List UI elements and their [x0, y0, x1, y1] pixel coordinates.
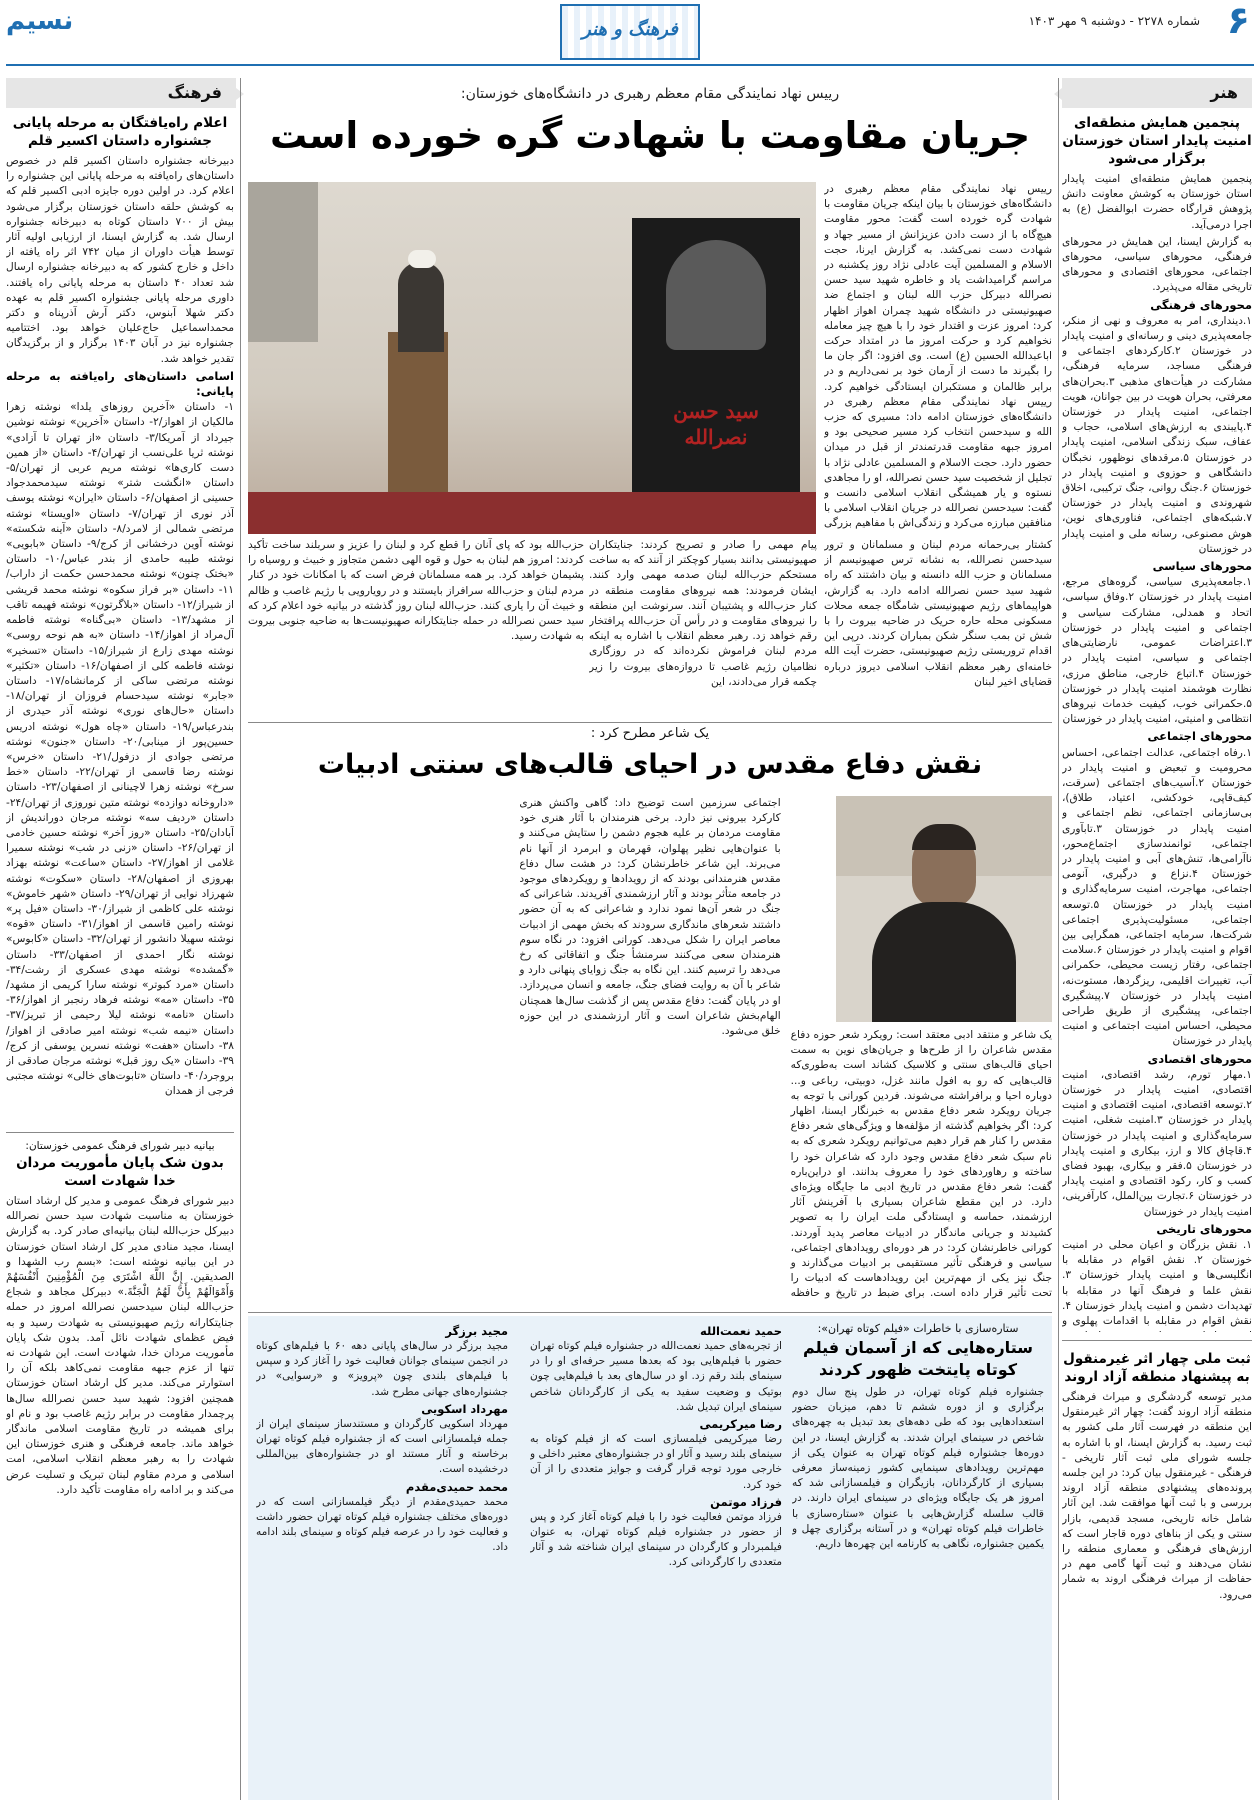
section-text-social: ۱.رفاه اجتماعی، عدالت اجتماعی، احساس محرومیت و تبعیض و امنیت پایدار در خوزستان ۲.آسیب‌های اجتماعی (سرقت، کیف‌قاپی، خودکشی، اعتیاد، طلاق)، بی‌سازمانی اجتماعی، نظم اجتماعی و امنیت پایدار در خوزستان ۳.تابآوری اجتماعی، توانمندسازی اجتماع‌محور، ناآرامی‌ها، تنش‌های آبی و امنیت پایدار در خوزستان ۴.نزاع و درگیری، آنومی اجتماعی، مهاجرت، امنیت سرمایه‌گذاری و امنیت پایدار در خوزستان ۵.توسعه اجتماعی، مسئولیت‌پذیری اجتماعی شرکت‌ها، سرمایه اجتماعی، همگرایی بین اقوام و امنیت پایدار در خوزستان ۶.سلامت اجتماعی، رفتار زیست محیطی، حکمرانی آب، تغییرات اقلیمی، ریزگردها، مستوت‌نه، امنیت پایدار در خوزستان ۷.پیشگیری اجتماعی، پیشگیری از طریق طراحی محیطی، احساس امنیت اجتماعی و امنیت پایدار در خوزستان	[1062, 746, 1252, 1048]
right-column-label: هنر	[1062, 78, 1252, 108]
main-body-top: رییس نهاد نمایندگی مقام معظم رهبری در دانشگاه‌های خوزستان با بیان اینکه جریان مقاومت با شهادت گره خورده است گفت: محور مقاومت هیچ‌گاه با از دست دادن عزیزانش از مسیر جهاد و شهادت دست نمی‌کشد. به گزارش ایرنا، حجت الاسلام و المسلمین آیت عادلی نژاد روز یکشنبه در مراسم گرامیداشت یاد و خاطره شهید سید حسن نصرالله دبیرکل حزب الله لبنان و اجتماع ضد صهیونیستی در دانشگاه شهید چمران اهواز اظهار کرد: امروز عزت و اقتدار خود را با هیچ چیز معامله نخواهیم کرد و حرکت امروز ما در امتداد حرکت اباعبدالله الحسین (ع) است. وی افزود: اگر جان ما را بگیرند ما دست از آرمان خود بر نمی‌داریم و در برابر ظالمان و مستکبران ایستادگی خواهیم کرد. رییس نهاد نمایندگی مقام معظم رهبری در دانشگاه‌های خوزستان ادامه داد: مسیری که حزب الله و سیدحسن انتخاب کرد مسیر صحیحی بود و امروز جبهه مقاومت قدرتمندتر از قبل در میدان حضور دارد. حجت الاسلام و المسلمین عادلی نژاد با تجلیل از شخصیت سید حسن نصرالله، او را مجاهدی نستوه و یار همیشگی انقلاب اسلامی دانست و گفت: سیدحسن نصرالله در جریان انقلاب اسلامی با منافقین مبارزه می‌کرد و زندگی‌اش با مفاهیم بزرگی	[824, 183, 1052, 530]
film-person-text-6: محمد حمیدی‌مقدم از دیگر فیلمسازانی است که در دوره‌های مختلف جشنواره فیلم کوتاه تهران حضور داشت و فعالیت خود را در عرصه فیلم کوتاه و سینمای بلند ادامه داد.	[256, 1495, 508, 1554]
section-title-historical: محورهای تاریخی	[1156, 1221, 1252, 1236]
speaker-turban	[408, 250, 436, 268]
right-story2-text: مدیر توسعه گردشگری و میراث فرهنگی منطقه آزاد اروند گفت: چهار اثر غیرمنقول این منطقه در فهرست آثار ملی کشور به ثبت رسید. به گزارش ایسنا، او با اشاره به جلسه شورای ملی ثبت آثار تاریخی - فرهنگی - غیرمنقول بیان کرد: در این جلسه پرونده‌های پیشنهادی منطقه آزاد اروند بررسی و با ثبت آنها موافقت شد. این آثار شامل خانه تاریخی، مسجد قدیمی، بازار سنتی و یکی از بناهای دوره قاجار است که ارزش‌های فرهنگی و معماری منطقه را نشان می‌دهند و ثبت آنها گامی مهم در حفاظت از میراث فرهنگی اروند به شمار می‌رود.	[1062, 1391, 1252, 1601]
second-body-wrap	[248, 796, 1052, 1308]
film-person-text-2: رضا میرکریمی فیلمسازی است که از فیلم کوتاه به سینمای بلند رسید و آثار او در جشنواره‌های معتبر داخلی و خارجی مورد توجه قرار گرفت و جوایز متعددی را از آن خود کرد.	[530, 1433, 782, 1491]
film-person-text-4: مجید برزگر در سال‌های پایانی دهه ۶۰ با فیلم‌های کوتاه در انجمن سینمای جوانان فعالیت خود را آغاز کرد و سپس با فیلم‌های بلندی چون «پرویز» و «رسوایی» در جشنواره‌های جهانی مطرح شد.	[256, 1340, 508, 1398]
left-story1-text: دبیرخانه جشنواره داستان اکسیر قلم در خصوص داستان‌های راه‌یافته به مرحله پایانی این جشنواره را اعلام کرد. در اولین دوره جایزه ادبی اکسیر قلم که به کوشش حلقه داستان خوزستان برگزار می‌شود بیش از ۷۰۰ داستان کوتاه به دبیرخانه جشنواره ارسال شد. به گزارش ایسنا، از ارزیابی اولیه آثار توسط هیأت داوران از میان ۷۴۲ اثر راه یافته از داخل و خارج کشور که به دبیرخانه جشنواره ارسال شد تعداد ۴۰ داستان به مرحله پایانی راه یافتند. داوری مرحله پایانی جشنواره اکسیر قلم به عهده دکتر شهلا آبنوس، دکتر آرش آذرپناه و دکتر محمداسماعیل حاج‌علیان خواهد بود. اختتامیه جشنواره نیز در آبان ۱۴۰۳ برگزار و از برگزیدگان تقدیر خواهد شد.	[6, 155, 234, 365]
lectern	[388, 332, 448, 512]
film-box	[248, 1316, 1052, 1800]
film-kicker: ستاره‌سازی با خاطرات «فیلم کوتاه تهران»:	[817, 1322, 1019, 1335]
section-text-cultural: ۱.دینداری، امر به معروف و نهی از منکر، جامعه‌پذیری دینی و رسانه‌ای و امنیت پایدار در خوزستان ۲.کارکردهای اجتماعی و فرهنگی مساجد، سرمایه فرهنگی، مشارکت در هیأت‌های مذهبی ۳.بحران‌های معرفتی، بحران هویت در بین جوانان، هویت اجتماعی، امنیت پایدار در خوزستان ۴.پایبندی به ارزش‌های اسلامی، حجاب و عفاف، سبک زندگی اسلامی، امنیت پایدار در خوزستان ۵.مرقدهای نوظهور، نخبگان دانشگاهی و حوزوی و امنیت پایدار در خوزستان ۶.جنگ روانی، جنگ ترکیبی، اخلاق شهروندی و امنیت پایدار در خوزستان ۷.شبکه‌های اجتماعی، فناوری‌های نوین، هوش مصنوعی، رسانه ملی و امنیت پایدار در خوزستان	[1062, 314, 1252, 555]
second-body	[248, 796, 1052, 1308]
right-story1-intro: به گزارش ایسنا، این همایش در محورهای فرهنگی، محورهای سیاسی، محورهای اجتماعی، محورهای اقتصادی و محورهای تاریخی مقاله می‌پذیرد.	[1062, 235, 1252, 294]
film-person-name-2: رضا میرکریمی	[699, 1417, 782, 1432]
left-story1-list: ۱- داستان «آخرین روزهای یلدا» نوشته زهرا مالکیان از اهواز/۲- داستان «آخرین» نوشته نوشین جیرداد از آمریکا/۳- داستان «از تهران تا آزادی» نوشته ثریا علی‌نسب از تهران/۴- داستان «از همین دست کاری‌ها» نوشته مریم عربی از تهران/۵- داستان «انگشت شتر» نوشته سیدمحمدجواد حسینی از اصفهان/۶- داستان «ایران» نوشته یوسف آذر نوری از تهران/۷- داستان «اویستا» نوشته مرتضی شمالی از لامرد/۸- داستان «آینه شکسته» نوشته آوین درخشانی از کرج/۹- داستان «بابویی» نوشته طیبه حامدی از بندر عباس/۱۰- داستان «بختک چنون» نوشته محمدحسن حکمت از داراب/۱۱- داستان «بر فراز سکوه» نوشته محمد قریشی از شیراز/۱۲- داستان «بلاگرتون» نوشته فهیمه تاقب از مشهد/۱۳- داستان «بی‌گناه» نوشته فاطمه آل‌مراد از اهواز/۱۴- داستان «به هم نوحه روسی» نوشته مهدی زارع از شیراز/۱۵- داستان «تسخیر» نوشته فاطمه کلی از اصفهان/۱۶- داستان «تکثیر» نوشته مرتضی ساکی از کرمانشاه/۱۷- داستان «جابر» نوشته سیدحسام فروزان از تهران/۱۸- داستان «حال‌های نوری» نوشته آذر حیدری از بندرعباس/۱۹- داستان «چاه هول» نوشته ادریس حسین‌پور از مینابی/۲۰- داستان «جنون» نوشته مرتضی جوادی از دزفول/۲۱- داستان «خرس» نوشته رضا قاسمی از تهران/۲۲- داستان «خط سرخ» نوشته زهرا لاچینانی از اصفهان/۲۳- داستان «داروخانه دوازده» نوشته متین نوروزی از تهران/۲۴- داستان «ردیف سه» نوشته مرجان دوراندیش از آبادان/۲۵- داستان «روز آخر» نوشته حسین خادمی از تهران/۲۶- داستان «زنی در شب» نوشته سمیرا غلامی از اهواز/۲۷- داستان «ساعت» نوشته بهزاد بهروزی از اصفهان/۲۸- داستان «سکوت» نوشته شهرزاد نوایی از تهران/۲۹- داستان «شهر خاموش» نوشته علی کاظمی از شیراز/۳۰- داستان «فیل پر» نوشته رامین قاسمی از اهواز/۳۱- داستان «قوه» نوشته سهیلا دانشور از تهران/۳۲- داستان «کابوس» نوشته نگار احمدی از اصفهان/۳۳- داستان «گمشده» نوشته مهدی عسکری از رشت/۳۴- داستان «مرد کبوتر» نوشته سارا کریمی از مشهد/۳۵- داستان «مه» نوشته فرهاد رنجبر از اهواز/۳۶- داستان «نامه» نوشته لیلا رحیمی از تبریز/۳۷- داستان «نیمه شب» نوشته امیر صادقی از اهواز/۳۸- داستان «هفت» نوشته نسرین یوسفی از کرج/۳۹- داستان «یک روز قبل» نوشته مرجان صادقی از بروجرد/۴۰- داستان «تابوت‌های خالی» نوشته مجتبی فرجی از همدان	[6, 401, 234, 1098]
left-story2-headline: بدون شک پایان مأموریت مردان خدا شهادت است	[16, 1155, 224, 1189]
main-story-divider	[248, 722, 1052, 723]
section-logo	[560, 4, 700, 60]
right-column-rule	[1058, 78, 1059, 1800]
film-headline: ستاره‌هایی که از آسمان فیلم کوتاه پایتخت ظهور کردند	[803, 1338, 1033, 1379]
speaker-figure	[398, 262, 444, 352]
film-intro: جشنواره فیلم کوتاه تهران، در طول پنج سال دوم برگزاری و از دوره ششم تا دهم، میزبان حضور استعدادهایی بود که طی دهه‌های بعد تبدیل به چهره‌های شاخص در سینمای ایران شدند. به گزارش ایسنا، در این دوره‌ها جشنواره فیلم کوتاه تهران به عنوان یکی از مهم‌ترین رویدادهای سینمایی کشور زمینه‌ساز معرفی بسیاری از کارگردانان، بازیگران و فیلمسازانی شد که امروز هر یک جایگاه ویژه‌ای در سینمای ایران دارند. در قالب سلسله گزارش‌هایی با عنوان «ستاره‌سازی با خاطرات فیلم کوتاه تهران» و در آستانه برگزاری چهل و یکمین جشنواره، نگاهی به کارنامه این چهره‌ها داریم.	[792, 1386, 1044, 1551]
main-kicker: رییس نهاد نمایندگی مقام معظم رهبری در دانشگاه‌های خوزستان:	[460, 86, 840, 102]
film-person-name-3: فرزاد موتمن	[710, 1494, 782, 1509]
right-story2-headline: ثبت ملی چهار اثر غیرمنقول به پیشنهاد منطقه آزاد اروند	[1063, 1351, 1251, 1385]
left-story1-list-title: اسامی داستان‌های راه‌یافته به مرحله پایانی:	[6, 368, 234, 399]
main-body-col2: پیام مهمی را صادر و تصریح کردند: جنایتکاران صهیونیستی بدانند بسیار کوچکتر از آنند که به ساخت مستحکم حزب‌الله لبنان صدمه مهمی وارد کنند. ایشان فرمودند: همه نیروهای مقاومت منطقه در کنار حزب‌الله و پشتیبان آنند. سرنوشت این منطقه را نیروهای مقاومت و در رأس آن حزب‌الله پرافتخار رقم خواهد زد. رهبر معظم انقلاب با اشاره به اینکه مردم لبنان فراموش نکرده‌اند که در روزگاری نظامیان رژیم غاصب تا دروازه‌های بیروت را زیر چکمه قرار می‌دادند، این	[589, 539, 817, 688]
issue-info: شماره ۲۲۷۸ - دوشنبه ۹ مهر ۱۴۰۳	[1028, 14, 1200, 28]
left-story2-text: دبیر شورای فرهنگ عمومی و مدیر کل ارشاد استان خوزستان به مناسبت شهادت سید حسن نصرالله دبیرکل حزب‌الله لبنان بیانیه‌ای صادر کرد. به گزارش ایسنا، مجید منادی مدیر کل ارشاد استان خوزستان در این بیانیه نوشته است: «بسم رب الشهدا و الصدیقین. إِنَّ اللَّهَ اشْتَرَى مِنَ الْمُؤْمِنِينَ أَنْفُسَهُمْ وَأَمْوَالَهُمْ بِأَنَّ لَهُمُ الْجَنَّةَ.» دبیرکل مجاهد و شجاع حزب‌الله لبنان سیدحسن نصرالله امروز در حمله جنایتکارانه رژیم صهیونیستی به شهادت رسید و به فیض عظمای شهادت نائل آمد. بدون شک پایان مأموریت مردان خدا، شهادت است. این شهادت نه تنها از عزم جبهه مقاومت نمی‌کاهد بلکه آن را استوارتر می‌کند. مدیر کل ارشاد استان خوزستان همچنین افزود: شهید سید حسن نصرالله سال‌ها پرچمدار مقاومت در برابر رژیم غاصب بود و نام او برای همیشه در تاریخ مقاومت اسلامی ماندگار خواهد ماند. جامعه فرهنگی و هنری خوزستان این شهادت را به رهبر معظم انقلاب اسلامی، امت اسلامی و مردم مقاوم لبنان تبریک و تسلیت عرض می‌کند و بر ادامه راه مقاومت تأکید دارد.	[6, 1195, 234, 1496]
left-story1-headline: اعلام راه‌یافتگان به مرحله پایانی جشنواره داستان اکسیر قلم	[12, 115, 228, 149]
poster-portrait	[666, 240, 766, 350]
film-box-top-rule	[248, 1312, 1052, 1313]
second-headline: نقش دفاع مقدس در احیای قالب‌های سنتی ادبیات	[317, 749, 983, 780]
right-story-divider	[1062, 1340, 1252, 1341]
poster-image	[632, 218, 800, 518]
header-rule	[6, 64, 1254, 66]
photo-carpet	[248, 492, 816, 534]
section-title-political: محورهای سیاسی	[1152, 559, 1252, 574]
film-person-name-5: مهرداد اسکویی	[421, 1401, 508, 1416]
film-person-name-1: حمید نعمت‌الله	[700, 1324, 782, 1338]
film-person-text-5: مهرداد اسکویی کارگردان و مستندساز سینمای ایران از جمله فیلمسازانی است که از جشنواره فیلم کوتاه تهران برخاسته و آثار مستند او در جشنواره‌های بین‌المللی درخشیده است.	[256, 1417, 508, 1476]
left-column-label: فرهنگ	[6, 78, 236, 108]
poster-text: سید حسن نصرالله	[673, 399, 759, 449]
film-person-text-3: فرزاد موتمن فعالیت خود را با فیلم کوتاه آغاز کرد و پس از حضور در جشنواره فیلم کوتاه تهران، به عنوان فیلمبردار و کارگردان در سینمای ایران شناخته شد و آثار متعددی را کارگردانی کرد.	[530, 1510, 782, 1569]
main-body-col1: کشتار بی‌رحمانه مردم لبنان و مسلمانان و ترور سیدحسن نصرالله، به نشانه ترس صهیونیسم از مسلمانان و حزب الله دانسته و بیان داشتند که راه شهید سید حسن نصرالله ادامه دارد. به گزارش، هواپیماهای رژیم صهیونیستی شامگاه جمعه محلات مسکونی محله حاره حریک در ضاحیه بیروت را با شش تن بمب سنگر شکن بمباران کردند. درپی این اقدام تروریستی رژیم صهیونیستی، حضرت آیت الله خامنه‌ای رهبر معظم انقلاب اسلامی دیروز درباره قضایای اخیر لبنان	[824, 539, 1052, 688]
section-title-social: محورهای اجتماعی	[1147, 729, 1252, 744]
section-title-cultural: محورهای فرهنگی	[1150, 297, 1252, 312]
main-photo	[248, 182, 816, 534]
right-column-story1	[1062, 114, 1252, 1332]
left-column-story2	[6, 1140, 234, 1800]
right-story1-headline: پنجمین همایش منطقه‌ای امنیت پایدار استان خوزستان برگزار می‌شود	[1062, 115, 1252, 167]
page-number: ۶	[1226, 0, 1250, 42]
photo-window	[248, 182, 318, 342]
left-column-story1	[6, 114, 234, 1124]
second-body-text: یک شاعر و منتقد ادبی معتقد است: رویکرد شعر حوزه دفاع مقدس شاعران را از طرح‌ها و جریان‌های نوین به سمت احیای قالب‌های سنتی و کلاسیک کشاند است به‌طوری‌که قالب‌هایی که رو به افول مانند غزل، دوبیتی، رباعی و... دوباره احیا و برافراشته می‌شوند. فردین کورانی با توجه به جریان رویکرد شعر دفاع مقدس به خبرنگار ایسنا، اظهار کرد: اگر بخواهیم گذشته از مؤلفه‌ها و ویژگی‌های شعر دفاع مقدس را کنار هم قرار دهیم می‌توانیم رویکرد شعری که به نام سبک شعر دفاع مقدس وجود دارد که شاعران خود را ساخته و رهاوردهای خود را معروف بدانند. او دراین‌باره گفت: شعر دفاع مقدس در تاریخ ادبی ما جایگاه ویژه‌ای دارد. در این مقطع شاعران بسیاری با آفرینش آثار ارزشمند، حماسه و ایستادگی ملت ایران را به تصویر کشیدند و جریانی ماندگار در ادبیات معاصر پدید آوردند. کورانی خاطرنشان کرد: در هر دوره‌ای رویدادهای اجتماعی، سیاسی و فرهنگی تأثیر مستقیمی بر ادبیات می‌گذارند و جنگ نیز یکی از مهم‌ترین این رویدادهاست که ادبیات را تحت تأثیر قرار داده است. برای ضبط در تاریخ و حافظه اجتماعی سرزمین است توضیح داد: گاهی واکنش هنری کارکرد بیرونی نیز دارد. برخی هنرمندان با آثار هنری خود مقاومت مردمان بر علیه هجوم دشمن را ستایش می‌کنند و با عنوان‌هایی نظیر پهلوان، قهرمان و ابرمرد از آنها نام می‌برند. این شاعر خاطرنشان کرد: در هشت سال دفاع مقدس هنرمندانی بودند که از رویدادها و رویکردهای موجود در جامعه متأثر بودند و آثار ارزشمندی آفریدند. شاعرانی که جنگ در شعر آن‌ها نمود ندارد و شاعرانی که به آن حضور داشتند شعرهای ماندگاری سرودند که بخش مهمی از ادبیات معاصر ایران را شکل می‌دهد. کورانی افزود: در نگاه سوم هنرمندان سعی می‌کنند سرمنشأ جنگ و اتفاقاتی که رخ می‌دهد را ترسیم کنند. این نگاه به جنگ زوایای پنهانی دارد و شاعر با آن به روایت فضای جنگ، جامعه و انسان می‌پردازد. او در پایان گفت: دفاع مقدس پس از گذشت سال‌ها همچنان الهام‌بخش شاعران است و آثار ارزشمندی در این حوزه خلق می‌شود.	[519, 797, 1052, 1300]
film-person-name-6: محمد حمیدی‌مقدم	[405, 1479, 508, 1494]
left-column-rule	[240, 78, 241, 1800]
section-logo-text: فرهنگ و هنر	[582, 19, 678, 40]
brand-logo: نسیم	[6, 6, 74, 36]
main-headline: جریان مقاومت با شهادت گره خورده است	[269, 114, 1031, 157]
main-body-col3: حزب‌الله بود که پای آنان را قطع کرد و لبنان را عزیز و سربلند ساخت تأکید کردند: امروز هم لبنان به حول و قوه الهی دشمن متجاوز و خبیث و روسیاه را پشیمان خواهد کرد. بر همه مسلمانان فرض است که با امکانات خود در کنار مردم لبنان و حزب‌الله سرافراز بایستند و در رویارویی با رژیم غاصب و ظالم و خبیث آن را یاری کنند. حزب‌الله لبنان روز گذشته در بیانیه خود اعلام کرد که سید حسن نصرالله در حمله جنایتکارانه صهیونیست‌ها به ضاحیه جنوبی بیروت به شهادت رسید.	[248, 539, 584, 643]
right-column-story2	[1062, 1350, 1252, 1800]
left-story2-kicker: بیانیه دبیر شورای فرهنگ عمومی خوزستان:	[25, 1140, 215, 1152]
film-person-name-4: مجید برزگر	[445, 1324, 508, 1338]
film-person-text-1: از تجربه‌های حمید نعمت‌الله در جشنواره فیلم کوتاه تهران حضور با فیلم‌هایی بود که بعدها مسیر حرفه‌ای او را در سینمای بلند رقم زد. او در سال‌های بعد با فیلم‌هایی چون بوتیک و وضعیت سفید به یکی از کارگردانان شاخص سینمای ایران تبدیل شد.	[530, 1340, 782, 1413]
second-kicker: یک شاعر مطرح کرد :	[590, 726, 710, 741]
section-title-economic: محورهای اقتصادی	[1147, 1051, 1252, 1066]
section-text-economic: ۱.مهار تورم، رشد اقتصادی، امنیت اقتصادی، امنیت پایدار در خوزستان ۲.توسعه اقتصادی، امنیت اقتصادی و امنیت پایدار در خوزستان ۳.امنیت شغلی، امنیت سرمایه‌گذاری و امنیت پایدار در خوزستان ۴.قاچاق کالا و ارز، بیکاری و امنیت پایدار در خوزستان ۵.فقر و بیکاری، بهبود فضای کسب و کار، رکود اقتصادی و امنیت پایدار در خوزستان ۶.تجارت بین‌الملل، کارآفرینی، امنیت پایدار در خوزستان	[1062, 1068, 1252, 1218]
section-text-political: ۱.جامعه‌پذیری سیاسی، گروه‌های مرجع، امنیت پایدار در خوزستان ۲.وفاق سیاسی، اتحاد و همدلی، مشارکت سیاسی و اجتماعی و امنیت پایدار در خوزستان ۳.اعتراضات عمومی، نارضایتی‌های اجتماعی و سیاسی، امنیت پایدار در خوزستان ۴.اتباع خارجی، مناطق مرزی، نظارت هوشمند امنیت پایدار در خوزستان ۵.حکمرانی خوب، کیفیت خدمات نیروهای انتظامی و امنیتی، امنیت پایدار در خوزستان	[1062, 576, 1252, 726]
poet-photo-float	[791, 796, 1052, 1028]
right-story1-lead: پنجمین همایش منطقه‌ای امنیت پایدار استان خوزستان به کوشش معاونت دانش پژوهش قرارگاه حضرت ابوالفضل (ع) به اجرا درمی‌آید.	[1062, 173, 1252, 231]
section-text-historical: ۱. نقش بزرگان و اعیان محلی در امنیت خوزستان ۲. نقش اقوام در مقابله با انگلیسی‌ها و امنیت پایدار خوزستان ۳. نقش علما و فرهنگ آنها در مقابله با تهدیدات دشمن و امنیت پایدار خوزستان ۴. نقش اقوام در مقابله با اقدامات پهلوی و	[1062, 1239, 1252, 1328]
left-story-divider	[6, 1132, 234, 1133]
